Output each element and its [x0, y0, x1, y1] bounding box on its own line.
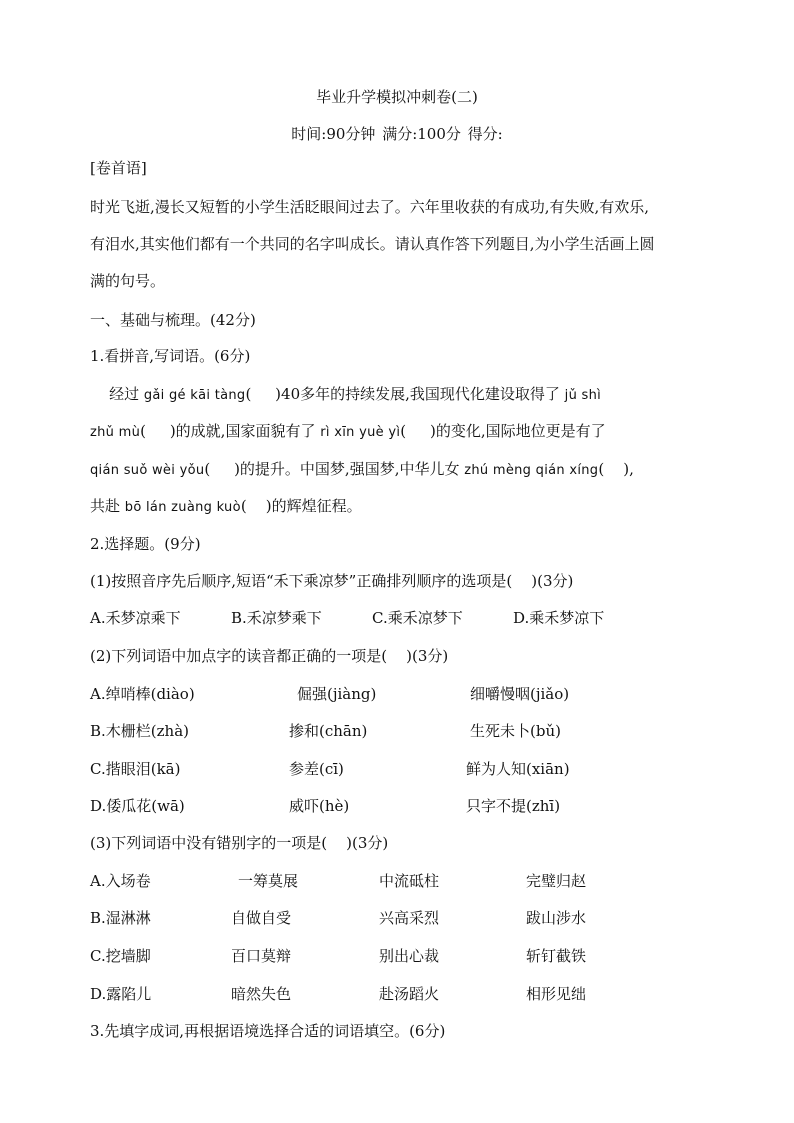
option-cell: 生死未卜(bǔ) [470, 722, 561, 740]
question-heading: 1.看拼音,写词语。(6分) [90, 347, 251, 365]
option-row [90, 908, 730, 928]
pinyin-segment: rì xīn yuè yì [320, 425, 401, 440]
section-heading: 一、基础与梳理。(42分) [90, 311, 256, 329]
question-stem: (1)按照音序先后顺序,短语“禾下乘凉梦”正确排列顺序的选项是( )(3分) [90, 572, 574, 590]
text-segment: ( )的提升。中国梦,强国梦,中华儿女 [204, 460, 465, 478]
text-segment: 共赴 [90, 497, 125, 515]
option-cell: 别出心裁 [379, 947, 440, 965]
option-cell: 暗然失色 [231, 985, 292, 1003]
option-row [90, 871, 730, 891]
question-heading: 2.选择题。(9分) [90, 535, 201, 553]
text-segment: ( )40多年的持续发展,我国现代化建设取得了 [245, 385, 565, 403]
option-cell: 斩钉截铁 [526, 947, 587, 965]
page-title: 毕业升学模拟冲刺卷(二) [316, 88, 478, 106]
option-cell: 一筹莫展 [238, 872, 299, 890]
option-cell: 中流砥柱 [379, 872, 440, 890]
option-cell: 赴汤蹈火 [379, 985, 440, 1003]
option-cell: 掺和(chān) [289, 722, 368, 740]
option-row [90, 796, 730, 816]
text-segment: ( )的成就,国家面貌有了 [140, 422, 321, 440]
option-cell: 威吓(hè) [289, 797, 350, 815]
option-cell: B.湿淋淋 [90, 909, 151, 927]
pinyin-segment: gǎi gé kāi tàng [143, 388, 246, 403]
pinyin-segment: qián suǒ wèi yǒu [90, 463, 205, 478]
pinyin-line [90, 421, 606, 443]
option-row [90, 946, 730, 966]
question-stem: (2)下列词语中加点字的读音都正确的一项是( )(3分) [90, 647, 449, 665]
option-cell: 只字不提(zhī) [466, 797, 561, 815]
option-row [90, 608, 730, 628]
option-a: A.禾梦凉乘下 [90, 609, 181, 627]
pinyin-line [90, 496, 362, 518]
option-cell: 倔强(jiàng) [297, 685, 377, 703]
option-c: C.乘禾凉梦下 [372, 609, 463, 627]
option-row [90, 721, 730, 741]
option-cell: 相形见绌 [526, 985, 587, 1003]
pinyin-segment: bō lán zuàng kuò [124, 500, 241, 515]
preface-line: 时光飞逝,漫长又短暂的小学生活眨眼间过去了。六年里收获的有成功,有失败,有欢乐, [90, 198, 650, 216]
option-cell: C.挖墙脚 [90, 947, 151, 965]
text-segment: ( ), [598, 460, 634, 478]
option-cell: 兴高采烈 [379, 909, 440, 927]
text-segment: ( )的辉煌征程。 [240, 497, 362, 515]
option-row [90, 759, 730, 779]
preface-line: 满的句号。 [90, 272, 166, 290]
pinyin-line [90, 384, 601, 406]
option-cell: 百口莫辩 [231, 947, 292, 965]
option-cell: 参差(cī) [289, 760, 344, 778]
option-cell: D.露陷儿 [90, 985, 152, 1003]
preface-line: 有泪水,其实他们都有一个共同的名字叫成长。请认真作答下列题目,为小学生活画上圆 [90, 235, 655, 253]
option-cell: 细嚼慢咽(jiǎo) [470, 685, 570, 703]
option-cell: A.入场卷 [90, 872, 151, 890]
option-cell: A.绰哨棒(diào) [90, 685, 195, 703]
option-cell: 完璧归赵 [526, 872, 587, 890]
pinyin-line [90, 459, 634, 481]
option-cell: D.倭瓜花(wā) [90, 797, 185, 815]
text-segment: ( )的变化,国际地位更是有了 [400, 422, 606, 440]
preface-label: [卷首语] [90, 159, 147, 177]
question-heading: 3.先填字成词,再根据语境选择合适的词语填空。(6分) [90, 1022, 446, 1040]
text-segment: 经过 [90, 385, 144, 403]
option-row [90, 684, 730, 704]
option-d: D.乘禾梦凉下 [513, 609, 605, 627]
option-cell: B.木栅栏(zhà) [90, 722, 190, 740]
exam-meta: 时间:90分钟 满分:100分 得分: [291, 125, 503, 143]
option-cell: 鲜为人知(xiān) [466, 760, 570, 778]
option-cell: 自做自受 [231, 909, 292, 927]
option-row [90, 984, 730, 1004]
option-cell: C.揩眼泪(kā) [90, 760, 181, 778]
pinyin-segment: zhǔ mù [90, 425, 141, 440]
pinyin-segment: jǔ shì [564, 388, 602, 403]
pinyin-segment: zhú mèng qián xíng [464, 463, 599, 478]
option-cell: 跋山涉水 [526, 909, 587, 927]
question-stem: (3)下列词语中没有错别字的一项是( )(3分) [90, 834, 389, 852]
option-b: B.禾凉梦乘下 [231, 609, 322, 627]
